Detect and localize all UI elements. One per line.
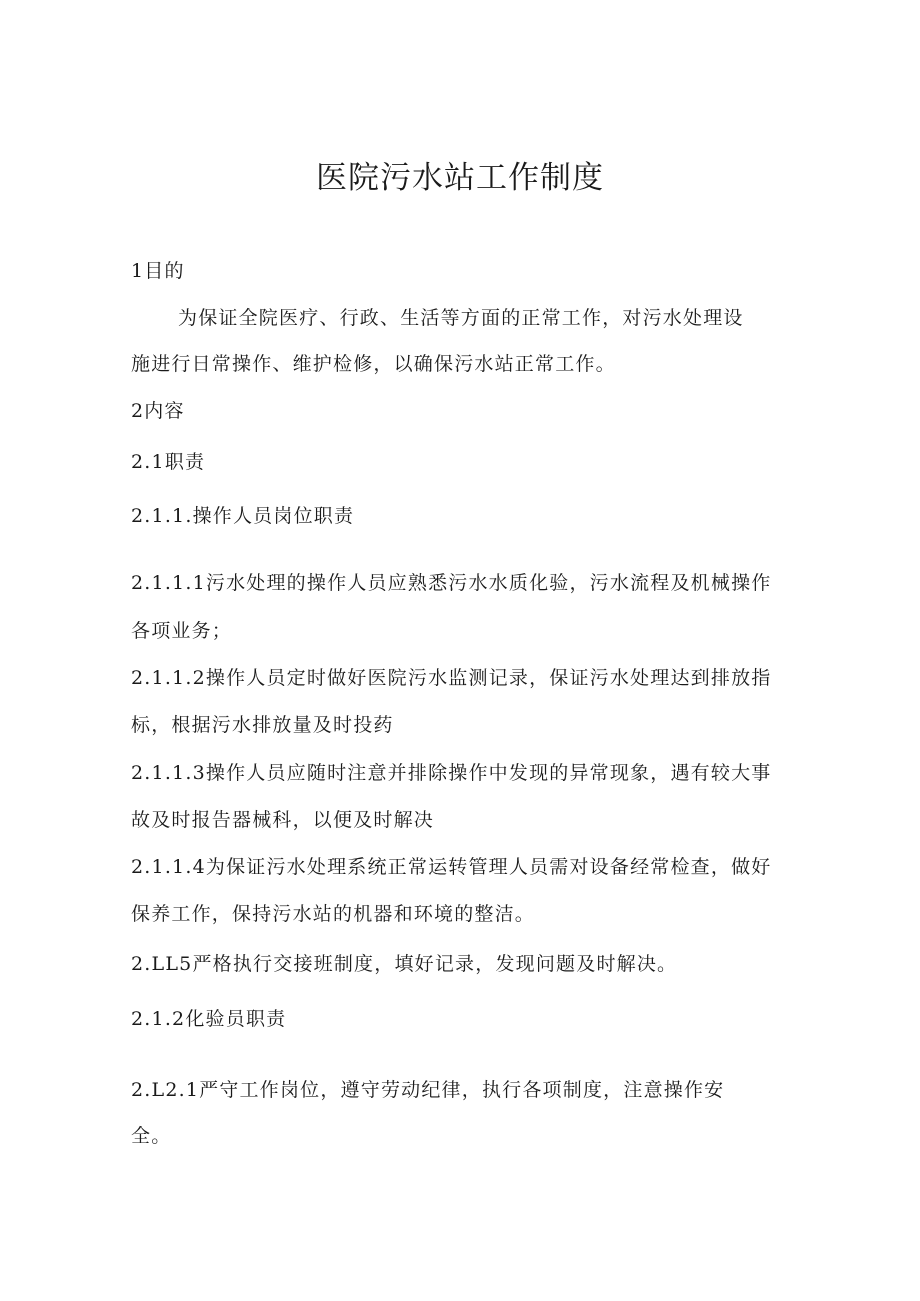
section-heading-content: 2内容 xyxy=(131,400,185,422)
subsection-heading-lab-duties: 2.1.2化验员职责 xyxy=(131,1008,287,1030)
paragraph-line: 保养工作，保持污水站的机器和环境的整洁。 xyxy=(131,903,536,925)
paragraph-line: 2.1.1.1污水处理的操作人员应熟悉污水水质化验，污水流程及机械操作 xyxy=(131,572,772,594)
paragraph-line: 2.1.1.3操作人员应随时注意并排除操作中发现的异常现象，遇有较大事 xyxy=(131,762,772,784)
paragraph-line: 全。 xyxy=(131,1125,172,1147)
document-title: 医院污水站工作制度 xyxy=(316,160,604,196)
paragraph-line: 故及时报告器械科，以便及时解决 xyxy=(131,809,435,831)
section-heading-purpose: 1目的 xyxy=(131,260,185,282)
paragraph-line: 各项业务； xyxy=(131,620,233,642)
paragraph-line: 为保证全院医疗、行政、生活等方面的正常工作，对污水处理设 xyxy=(178,307,744,329)
paragraph-line: 施进行日常操作、维护检修，以确保污水站正常工作。 xyxy=(131,353,616,375)
paragraph-line: 2.1.1.4为保证污水处理系统正常运转管理人员需对设备经常检查，做好 xyxy=(131,856,772,878)
paragraph-line: 2.1.1.2操作人员定时做好医院污水监测记录，保证污水处理达到排放指 xyxy=(131,667,772,689)
paragraph-line: 2.LL5严格执行交接班制度，填好记录，发现问题及时解决。 xyxy=(131,953,678,975)
subsection-heading-duties: 2.1职责 xyxy=(131,451,206,473)
subsection-heading-operator-duties: 2.1.1.操作人员岗位职责 xyxy=(131,505,355,527)
paragraph-line: 2.L2.1严守工作岗位，遵守劳动纪律，执行各项制度，注意操作安 xyxy=(131,1079,725,1101)
paragraph-line: 标，根据污水排放量及时投药 xyxy=(131,714,394,736)
